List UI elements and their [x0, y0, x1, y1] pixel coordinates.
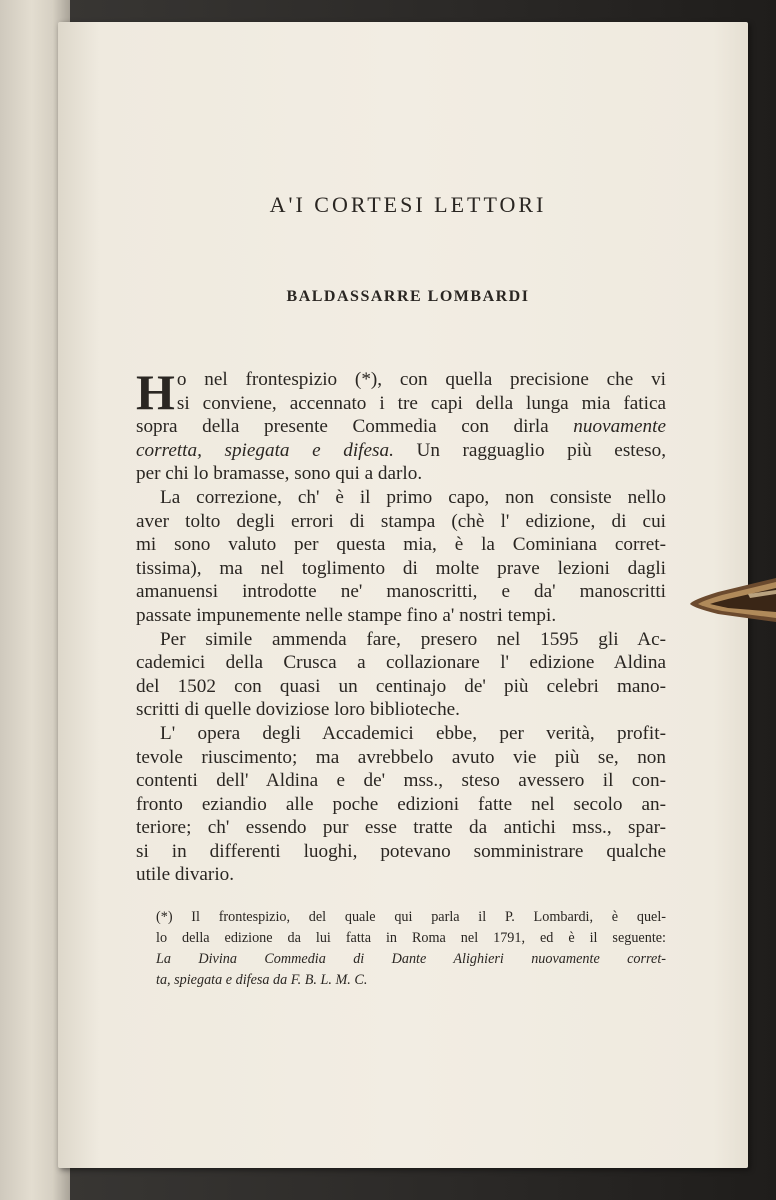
footnote-line [156, 970, 666, 991]
text-line: contenti dell' Aldina e de' mss., steso avessero il con- [136, 770, 666, 792]
text-line: utile divario. [136, 864, 235, 886]
footnote-line [156, 949, 666, 970]
text-line: L' opera degli Accademici ebbe, per verità, profit- [160, 722, 666, 744]
text-line: o nel frontespizio (*), con quella precisione che vi [176, 369, 666, 390]
body-text [136, 364, 666, 887]
footnote [136, 907, 666, 991]
page-content [136, 192, 666, 991]
text-span: sopra della presente Commedia con dirla [136, 416, 574, 438]
italic-span: ta, spiegata e difesa da F. B. L. M. C. [156, 972, 368, 989]
text-line: tevole riuscimento; ma avrebbelo avuto vie più se, non [136, 746, 666, 768]
text-line: amanuensi introdotte ne' manoscritti, e da' manoscritti [136, 581, 666, 603]
italic-span: La Divina Commedia di Dante Alighieri nuovamente corret- [156, 951, 666, 968]
text-line: mi sono valuto per questa mia, è la Cominiana corret- [136, 534, 666, 556]
text-line: si conviene, accennato i tre capi della lunga mia fatica [176, 392, 666, 414]
text-line: per chi lo bramasse, sono qui a darlo. [136, 463, 423, 485]
italic-span: corretta, spiegata e difesa. [136, 439, 394, 461]
italic-span: nuovamente [573, 416, 666, 438]
text-span: Un ragguaglio più esteso, [393, 439, 666, 461]
text-line [136, 439, 666, 463]
bookmark-clip-icon [688, 574, 776, 624]
text-line: scritti di quelle doviziose loro biblioteche. [136, 699, 460, 721]
drop-cap: H [136, 364, 175, 420]
text-line: aver tolto degli errori di stampa (chè l' edizione, di cui [136, 510, 666, 532]
text-line: La correzione, ch' è il primo capo, non consiste nello [160, 486, 666, 508]
book-page [58, 22, 748, 1168]
footnote-line: lo della edizione da lui fatta in Roma nel 1791, ed è il seguente: [156, 930, 666, 947]
text-line: fronto eziandio alle poche edizioni fatte nel secolo an- [136, 793, 666, 815]
text-line: passate impunemente nelle stampe fino a' nostri tempi. [136, 604, 557, 626]
text-line [136, 415, 666, 439]
text-line: cademici della Crusca a collazionare l' edizione Aldina [136, 652, 666, 674]
author-name: BALDASSARRE LOMBARDI [286, 288, 530, 305]
footnote-line: (*) Il frontespizio, del quale qui parla il P. Lombardi, è quel- [156, 909, 666, 926]
text-line: Per simile ammenda fare, presero nel 1595 gli Ac- [160, 628, 666, 650]
text-line: si in differenti luoghi, potevano somministrare qualche [136, 840, 666, 862]
text-line: teriore; ch' essendo pur esse tratte da antichi mss., spar- [136, 817, 666, 839]
page-title: A'I CORTESI LETTORI [269, 192, 547, 217]
text-line: tissima), ma nel toglimento di molte prave lezioni dagli [136, 557, 666, 579]
text-line: del 1502 con quasi un centinajo de' più celebri mano- [136, 675, 666, 697]
